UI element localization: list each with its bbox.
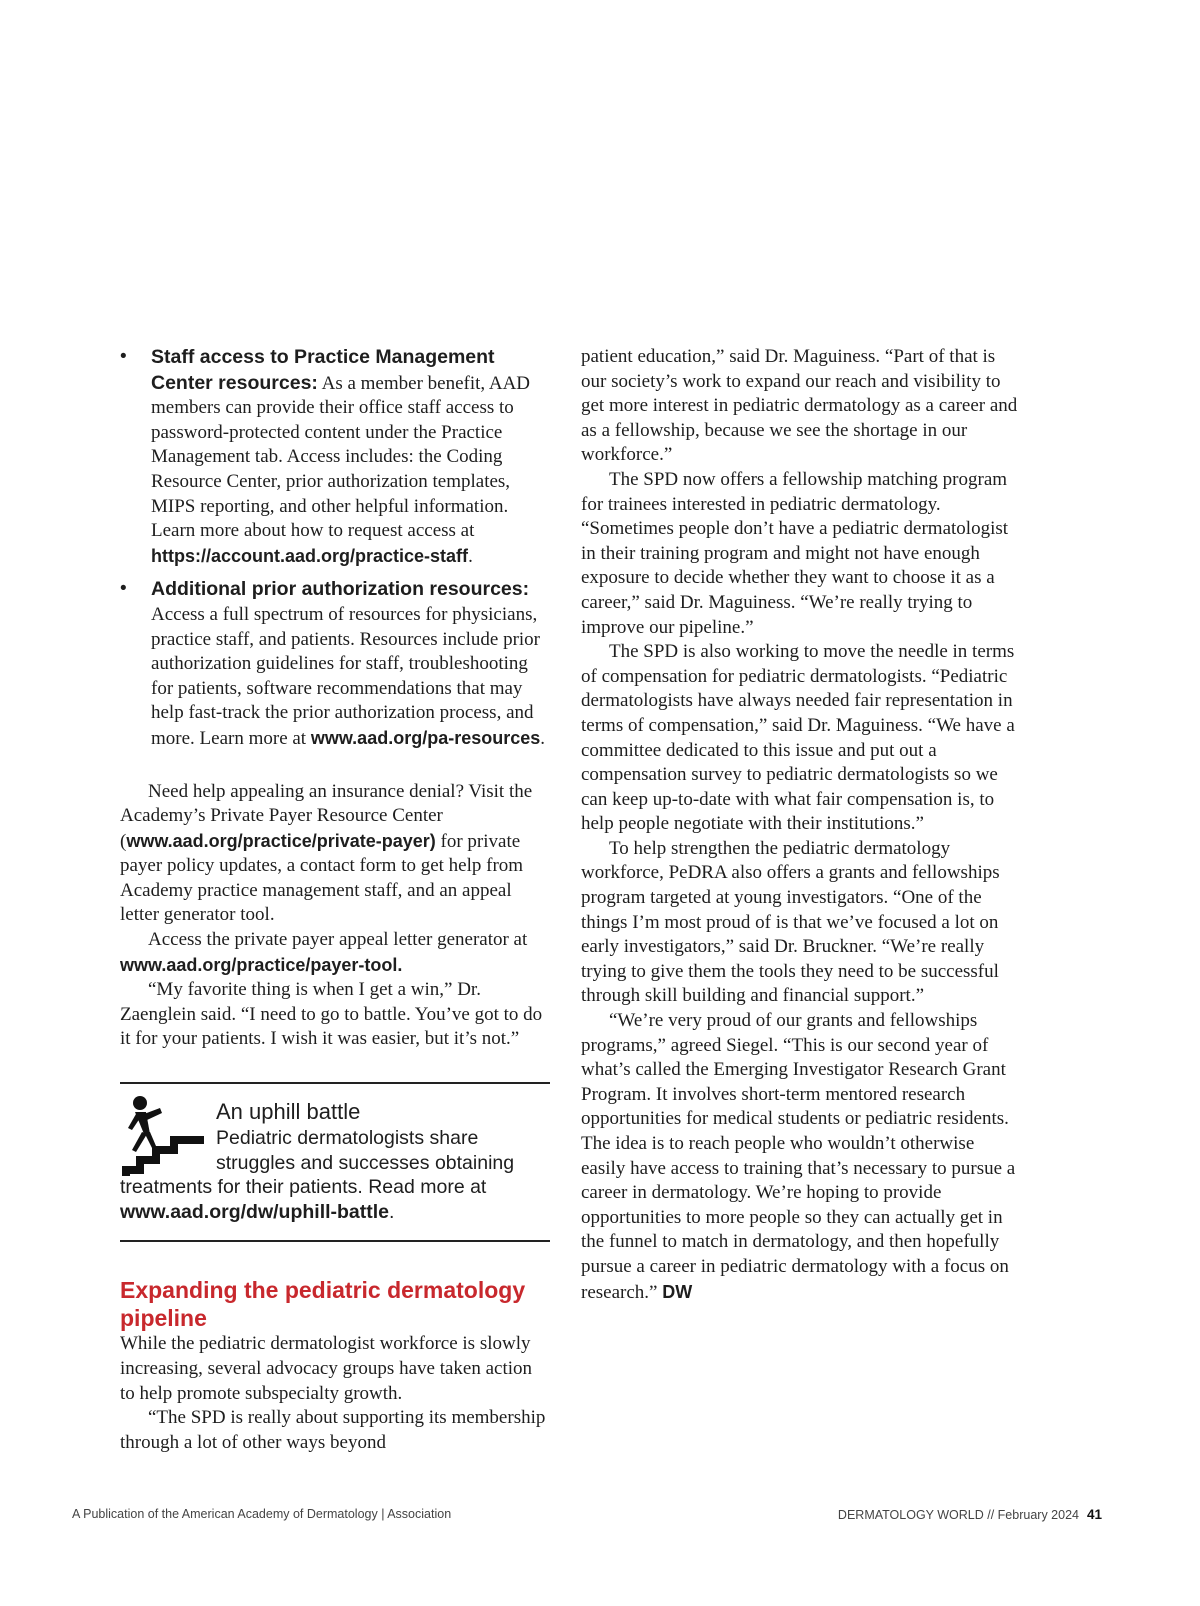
para-text: Need help appealing an insurance denial? Visit the Academy’s Private Payer Resource Center ( [120, 780, 533, 852]
left-column [120, 345, 550, 1455]
callout-text: treatments for their patients. Read more at [120, 1176, 487, 1199]
callout-text-continued [120, 1175, 550, 1224]
body-paragraph: “My favorite thing is when I get a win,” Dr. Zaenglein said. “I need to go to battle. You’ve got to do it for your patients. I wish it was easier, but it’s not.” [120, 979, 543, 1050]
dw-signoff: DW [662, 1281, 693, 1302]
callout-text: Pediatric dermatologists share struggles and successes obtaining [216, 1127, 515, 1174]
bullet-tail: . [540, 727, 545, 749]
stairs-climber-icon [120, 1094, 204, 1178]
para-text: “We’re very proud of our grants and fellowships programs,” agreed Siegel. “This is our second year of what’s called the Emerging Investigator Research Grant Program. It involves short-term mentored research opportunities for medical students or pediatric residents. The idea is to reach people who wouldn’t otherwise easily have access to training that’s necessary to pursue a career in dermatology. We’re hoping to provide opportunities to more people so they can actually get in the funnel to match in dermatology, and then hopefully pursue a career in pediatric dermatology with a focus on research.” [581, 1010, 1016, 1303]
body-paragraph: To help strengthen the pediatric dermatology workforce, PeDRA also offers a grants and fellowships program targeted at young investigators. “One of the things I’m most proud of is that we’ve focused a lot on early investigators,” said Dr. Bruckner. “We’re really trying to give them the tools they need to be successful through skill building and financial support.” [581, 837, 1000, 1007]
body-paragraph: While the pediatric dermatologist workforce is slowly increasing, several advocacy groups have taken action to help promote subspecialty growth. [120, 1333, 533, 1404]
body-paragraph [581, 1009, 1019, 1305]
section-heading: Expanding the pediatric dermatology pipeline [120, 1277, 526, 1332]
para-text: for private payer policy updates, a contact form to get help from Academy practice management staff, and an appeal letter generator tool. [120, 830, 524, 926]
related-article-callout [120, 1082, 550, 1242]
uphill-battle-link[interactable]: www.aad.org/dw/uphill-battle [120, 1200, 390, 1223]
body-paragraph [120, 928, 550, 978]
payer-tool-link[interactable]: www.aad.org/practice/payer-tool. [120, 954, 403, 975]
body-paragraph: patient education,” said Dr. Maguiness. “Part of that is our society’s work to expand our reach and visibility to get more interest in pediatric dermatology as a career and as a fellowship, because we see the shortage in our workforce.” [581, 346, 1018, 466]
body-paragraph: The SPD now offers a fellowship matching program for trainees interested in pediatric dermatology. “Sometimes people don’t have a pediatric dermatologist in their training program and might not have enough exposure to decide whether they want to choose it as a career,” said Dr. Maguiness. “We’re really trying to improve our pipeline.” [581, 468, 1009, 638]
list-item [120, 577, 550, 751]
callout-tail: . [389, 1200, 395, 1223]
pa-resources-link[interactable]: www.aad.org/pa-resources [310, 727, 541, 748]
private-payer-link[interactable]: www.aad.org/practice/private-payer) [126, 830, 436, 851]
bullet-text: Access a full spectrum of resources for physicians, practice staff, and patients. Resources include prior authorization guidelines for staff, troubleshooting for patients, software recommendations that may help fast-track the prior authorization process, and more. Learn more at [151, 603, 541, 749]
resource-list [120, 345, 550, 752]
body-paragraph: The SPD is also working to move the needle in terms of compensation for pediatric dermatologists. “Pediatric dermatologists have always needed fair representation in terms of compensation,” said Dr. Maguiness. “We have a committee dedicated to this issue and put out a compensation survey to pediatric dermatologists so we can keep up-to-date with what fair compensation is, to help people negotiate with their institutions.” [581, 641, 1015, 835]
bullet-text: As a member benefit, AAD members can provide their office staff access to password-protected content under the Practice Management tab. Access includes: the Coding Resource Center, prior authorization templates, MIPS reporting, and other helpful information. Learn more about how to request access at [151, 372, 531, 542]
page-number: 41 [1086, 1507, 1102, 1522]
bullet-tail: . [468, 545, 473, 567]
body-paragraph: “The SPD is really about supporting its membership through a lot of other ways beyond [120, 1407, 546, 1453]
callout-title: An uphill battle [216, 1099, 361, 1125]
para-text: Access the private payer appeal letter generator at [148, 929, 528, 951]
footer-issue-text: DERMATOLOGY WORLD // February 2024 [837, 1508, 1079, 1522]
right-column [581, 345, 1019, 1305]
footer-issue [838, 1507, 1102, 1522]
list-item [120, 345, 550, 569]
body-paragraph [120, 780, 550, 929]
bullet-lead: Staff access to Practice Management Center resources: [151, 346, 495, 394]
bullet-lead: Additional prior authorization resources: [151, 578, 530, 601]
footer-publication: A Publication of the American Academy of Dermatology | Association [72, 1507, 452, 1521]
practice-staff-link[interactable]: https://account.aad.org/practice-staff [151, 545, 469, 566]
